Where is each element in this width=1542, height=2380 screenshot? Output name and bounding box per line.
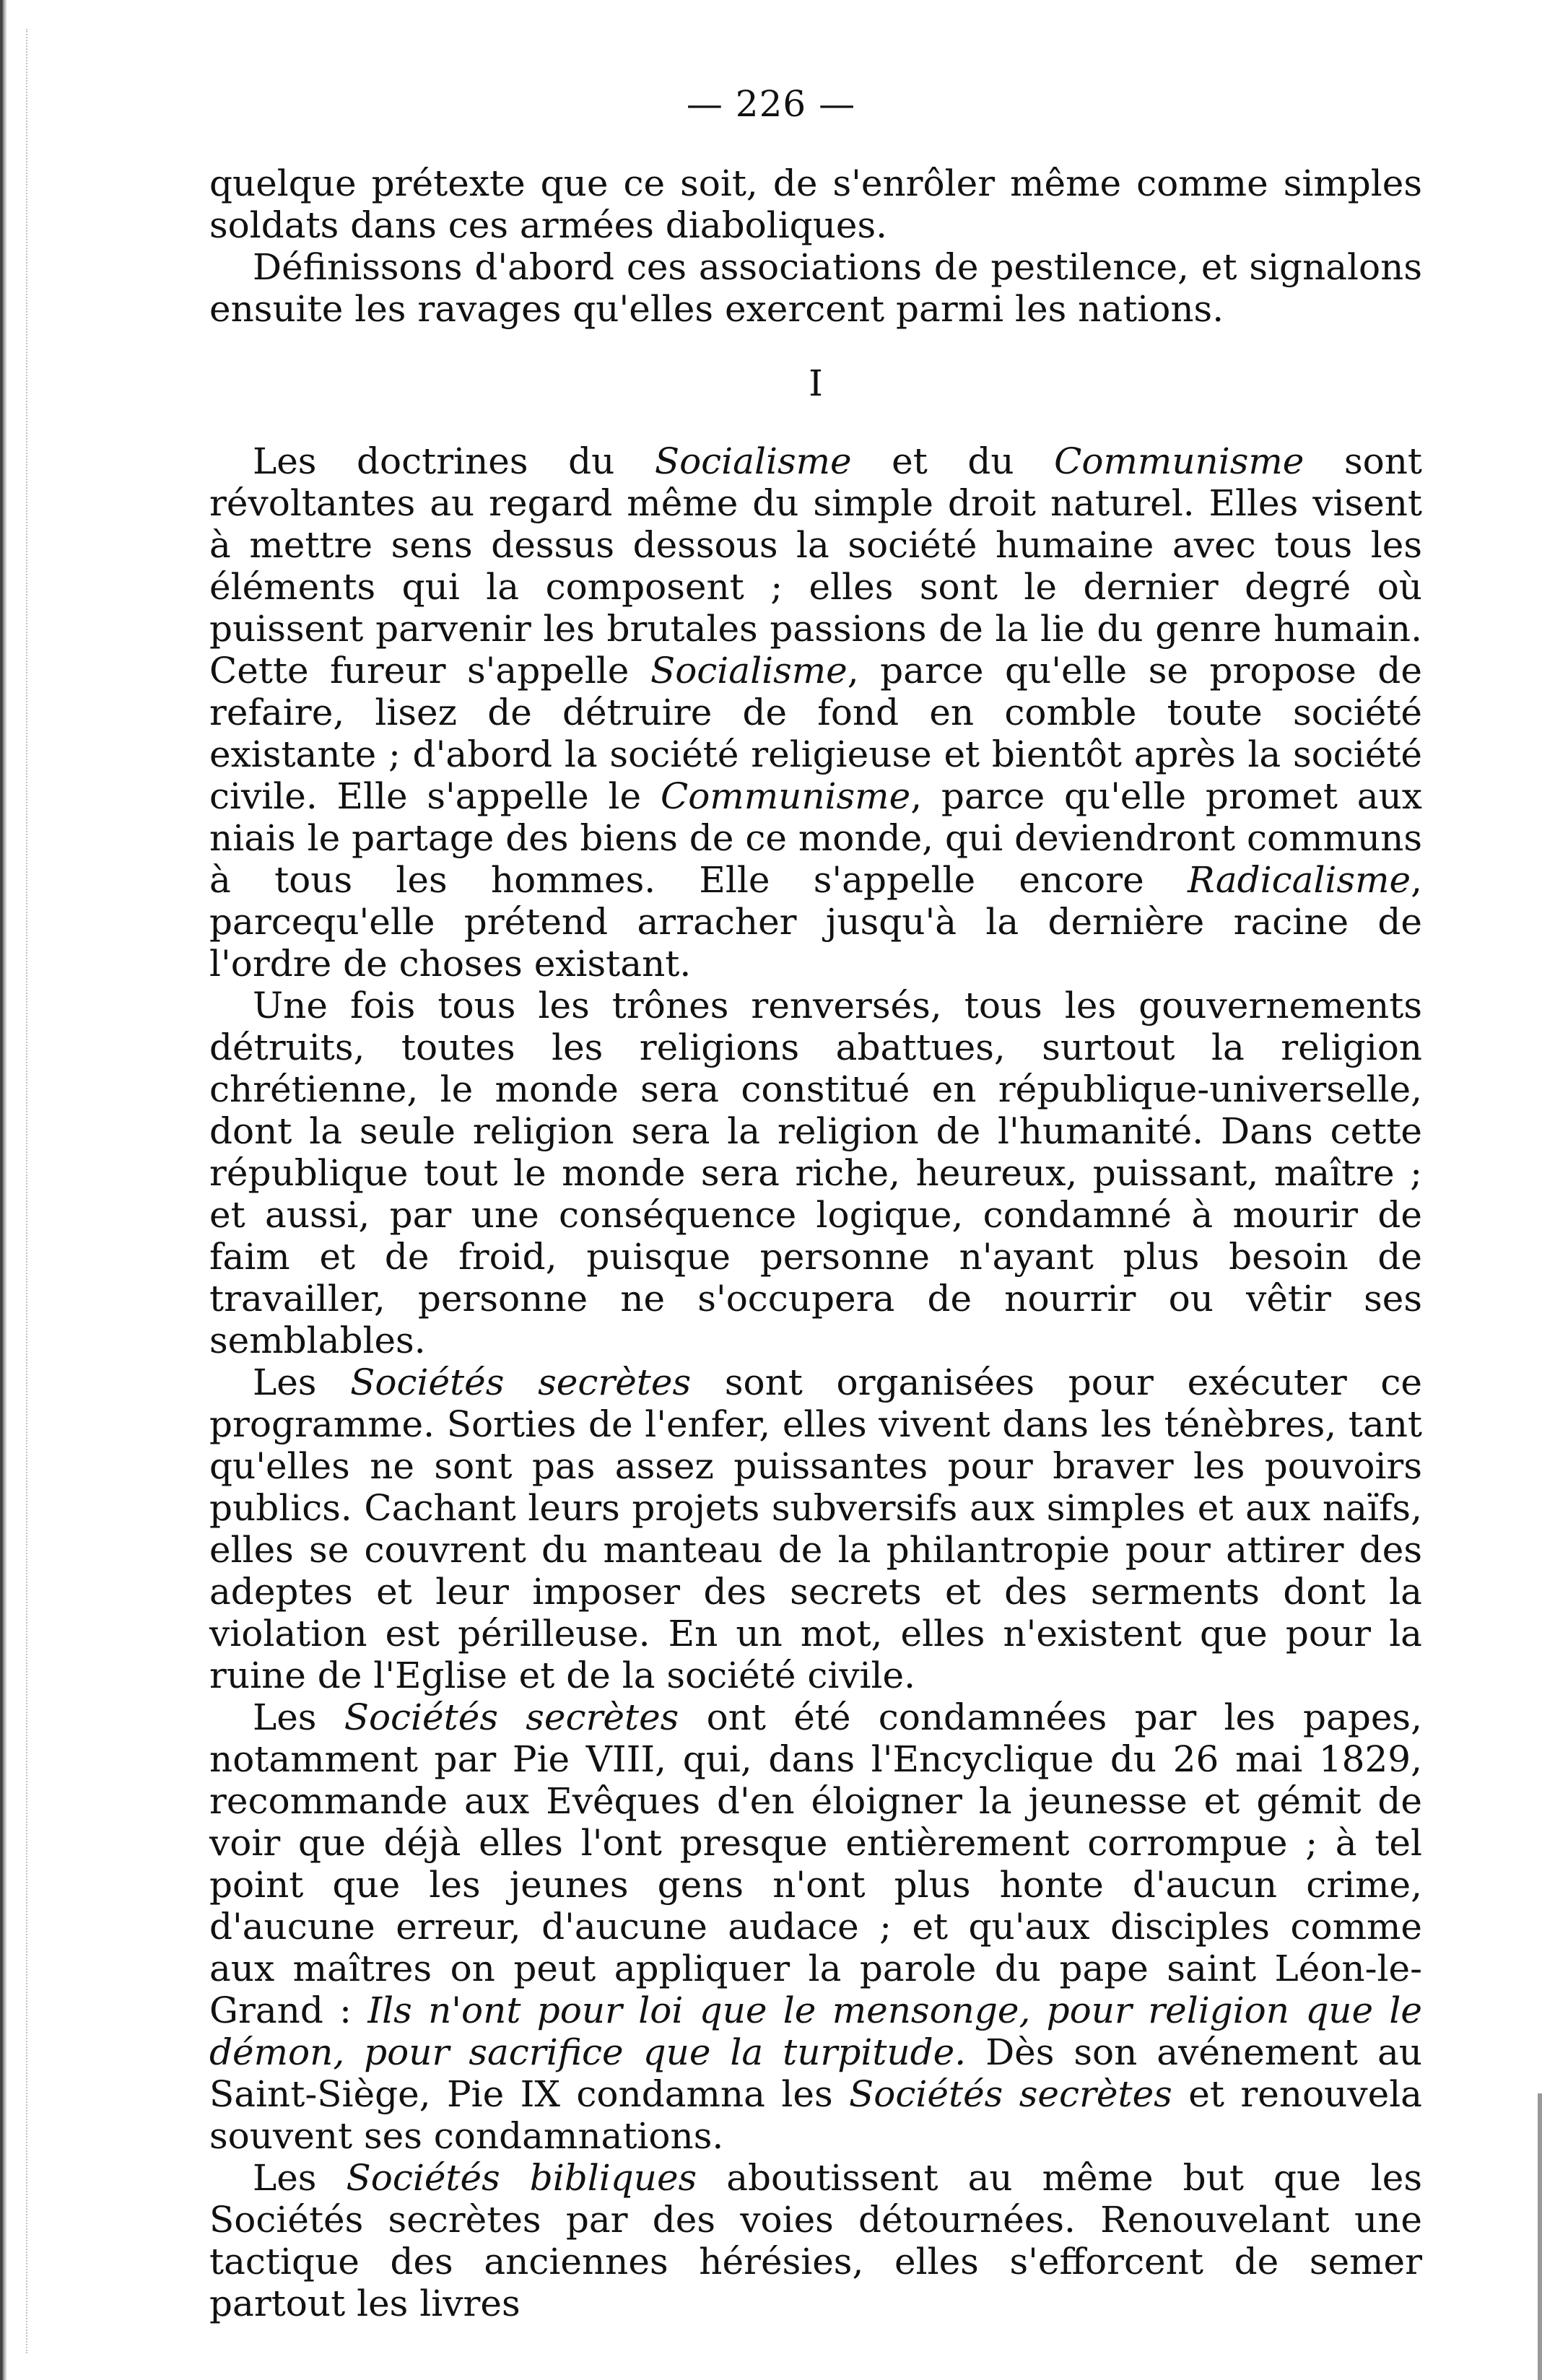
page-number: — 226 —: [686, 83, 856, 125]
body-text: [209, 162, 1422, 2324]
text-run: Dès son avénement au Saint-Siège, Pie IX condamna les: [209, 2031, 1422, 2115]
italic-quote: Ils n'ont pour loi que le mensonge, pour religion que le démon, pour sacrifice que la turpitude.: [209, 1989, 1423, 2073]
text-run: sont organisées pour exécuter ce programme. Sorties de l'enfer, elles vivent dans les ténèbres, tant qu'elles ne sont pas assez puissantes pour braver les pouvoirs publics. Cachant leurs projets subversifs aux simples et aux naïfs, elles se couvrent du manteau de la philantropie pour attirer des adeptes et leur imposer des secrets et des serments dont la violation est périlleuse. En un mot, elles n'existent que pour la ruine de l'Eglise et de la société civile.: [209, 1361, 1422, 1696]
text-run: , parcequ'elle prétend arracher jusqu'à la dernière racine de l'ordre de choses existant.: [209, 859, 1422, 985]
text-run: Les doctrines du: [253, 440, 655, 482]
paragraph-7: [209, 2157, 1422, 2324]
text-run: sont révoltantes au regard même du simple droit naturel. Elles visent à mettre sens dessus dessous la société humaine avec tous les éléments qui la composent ; elles sont le dernier degré où puissent parvenir les brutales passions de la lie du genre humain. Cette fureur s'appelle: [209, 440, 1423, 692]
italic-term: Socialisme: [650, 650, 848, 692]
italic-term: Sociétés bibliques: [346, 2157, 697, 2199]
paragraph-1: quelque prétexte que ce soit, de s'enrôler même comme simples soldats dans ces armées diaboliques.: [209, 162, 1422, 246]
text-run: et renouvela souvent ses condamnations.: [209, 2073, 1422, 2157]
paragraph-4: Une fois tous les trônes renversés, tous les gouvernements détruits, toutes les religions abattues, surtout la religion chrétienne, le monde sera constitué en république-universelle, dont la seule religion sera la religion de l'humanité. Dans cette république tout le monde sera riche, heureux, puissant, maître ; et aussi, par une conséquence logique, condamné à mourir de faim et de froid, puisque personne n'ayant plus besoin de travailler, personne ne s'occupera de nourrir ou vêtir ses semblables.: [209, 985, 1422, 1361]
margin-dots: [26, 29, 29, 2353]
right-page-edge: [1538, 2093, 1542, 2380]
italic-term: Communisme: [660, 775, 911, 817]
italic-term: Sociétés secrètes: [849, 2073, 1172, 2115]
binding-edge: [0, 0, 7, 2380]
text-run: Les: [253, 1696, 344, 1738]
text-run: aboutissent au même but que les Sociétés secrètes par des voies détournées. Renouvelant une tactique des anciennes hérésies, elles s'efforcent de semer partout les livres: [209, 2157, 1422, 2324]
italic-term: Radicalisme: [1188, 859, 1411, 901]
text-run: Les: [253, 1361, 351, 1403]
italic-term: Sociétés secrètes: [350, 1361, 692, 1403]
text-run: et du: [851, 440, 1055, 482]
paragraph-2: Définissons d'abord ces associations de pestilence, et signalons ensuite les ravages qu'elles exercent parmi les nations.: [209, 246, 1422, 330]
text-run: ont été condamnées par les papes, notamment par Pie VIII, qui, dans l'Encyclique du 26 mai 1829, recommande aux Evêques d'en éloigner la jeunesse et gémit de voir que déjà elles l'ont presque entièrement corrompue ; à tel point que les jeunes gens n'ont plus honte d'aucun crime, d'aucune erreur, d'aucune audace ; et qu'aux disciples comme aux maîtres on peut appliquer la parole du pape saint Léon-le-Grand :: [209, 1696, 1422, 2031]
italic-term: Communisme: [1054, 440, 1304, 482]
paragraph-6: [209, 1696, 1422, 2157]
text-run: , parce qu'elle promet aux niais le partage des biens de ce monde, qui deviendront communs à tous les hommes. Elle s'appelle encore: [209, 775, 1422, 901]
text-run: Les: [253, 2157, 347, 2199]
paragraph-3: [209, 440, 1422, 985]
paragraph-5: [209, 1361, 1422, 1696]
section-numeral: I: [809, 362, 823, 404]
text-run: , parce qu'elle se propose de refaire, lisez de détruire de fond en comble toute société existante ; d'abord la société religieuse et bientôt après la société civile. Elle s'appelle le: [209, 650, 1422, 817]
italic-term: Socialisme: [654, 440, 852, 482]
italic-term: Sociétés secrètes: [344, 1696, 679, 1738]
